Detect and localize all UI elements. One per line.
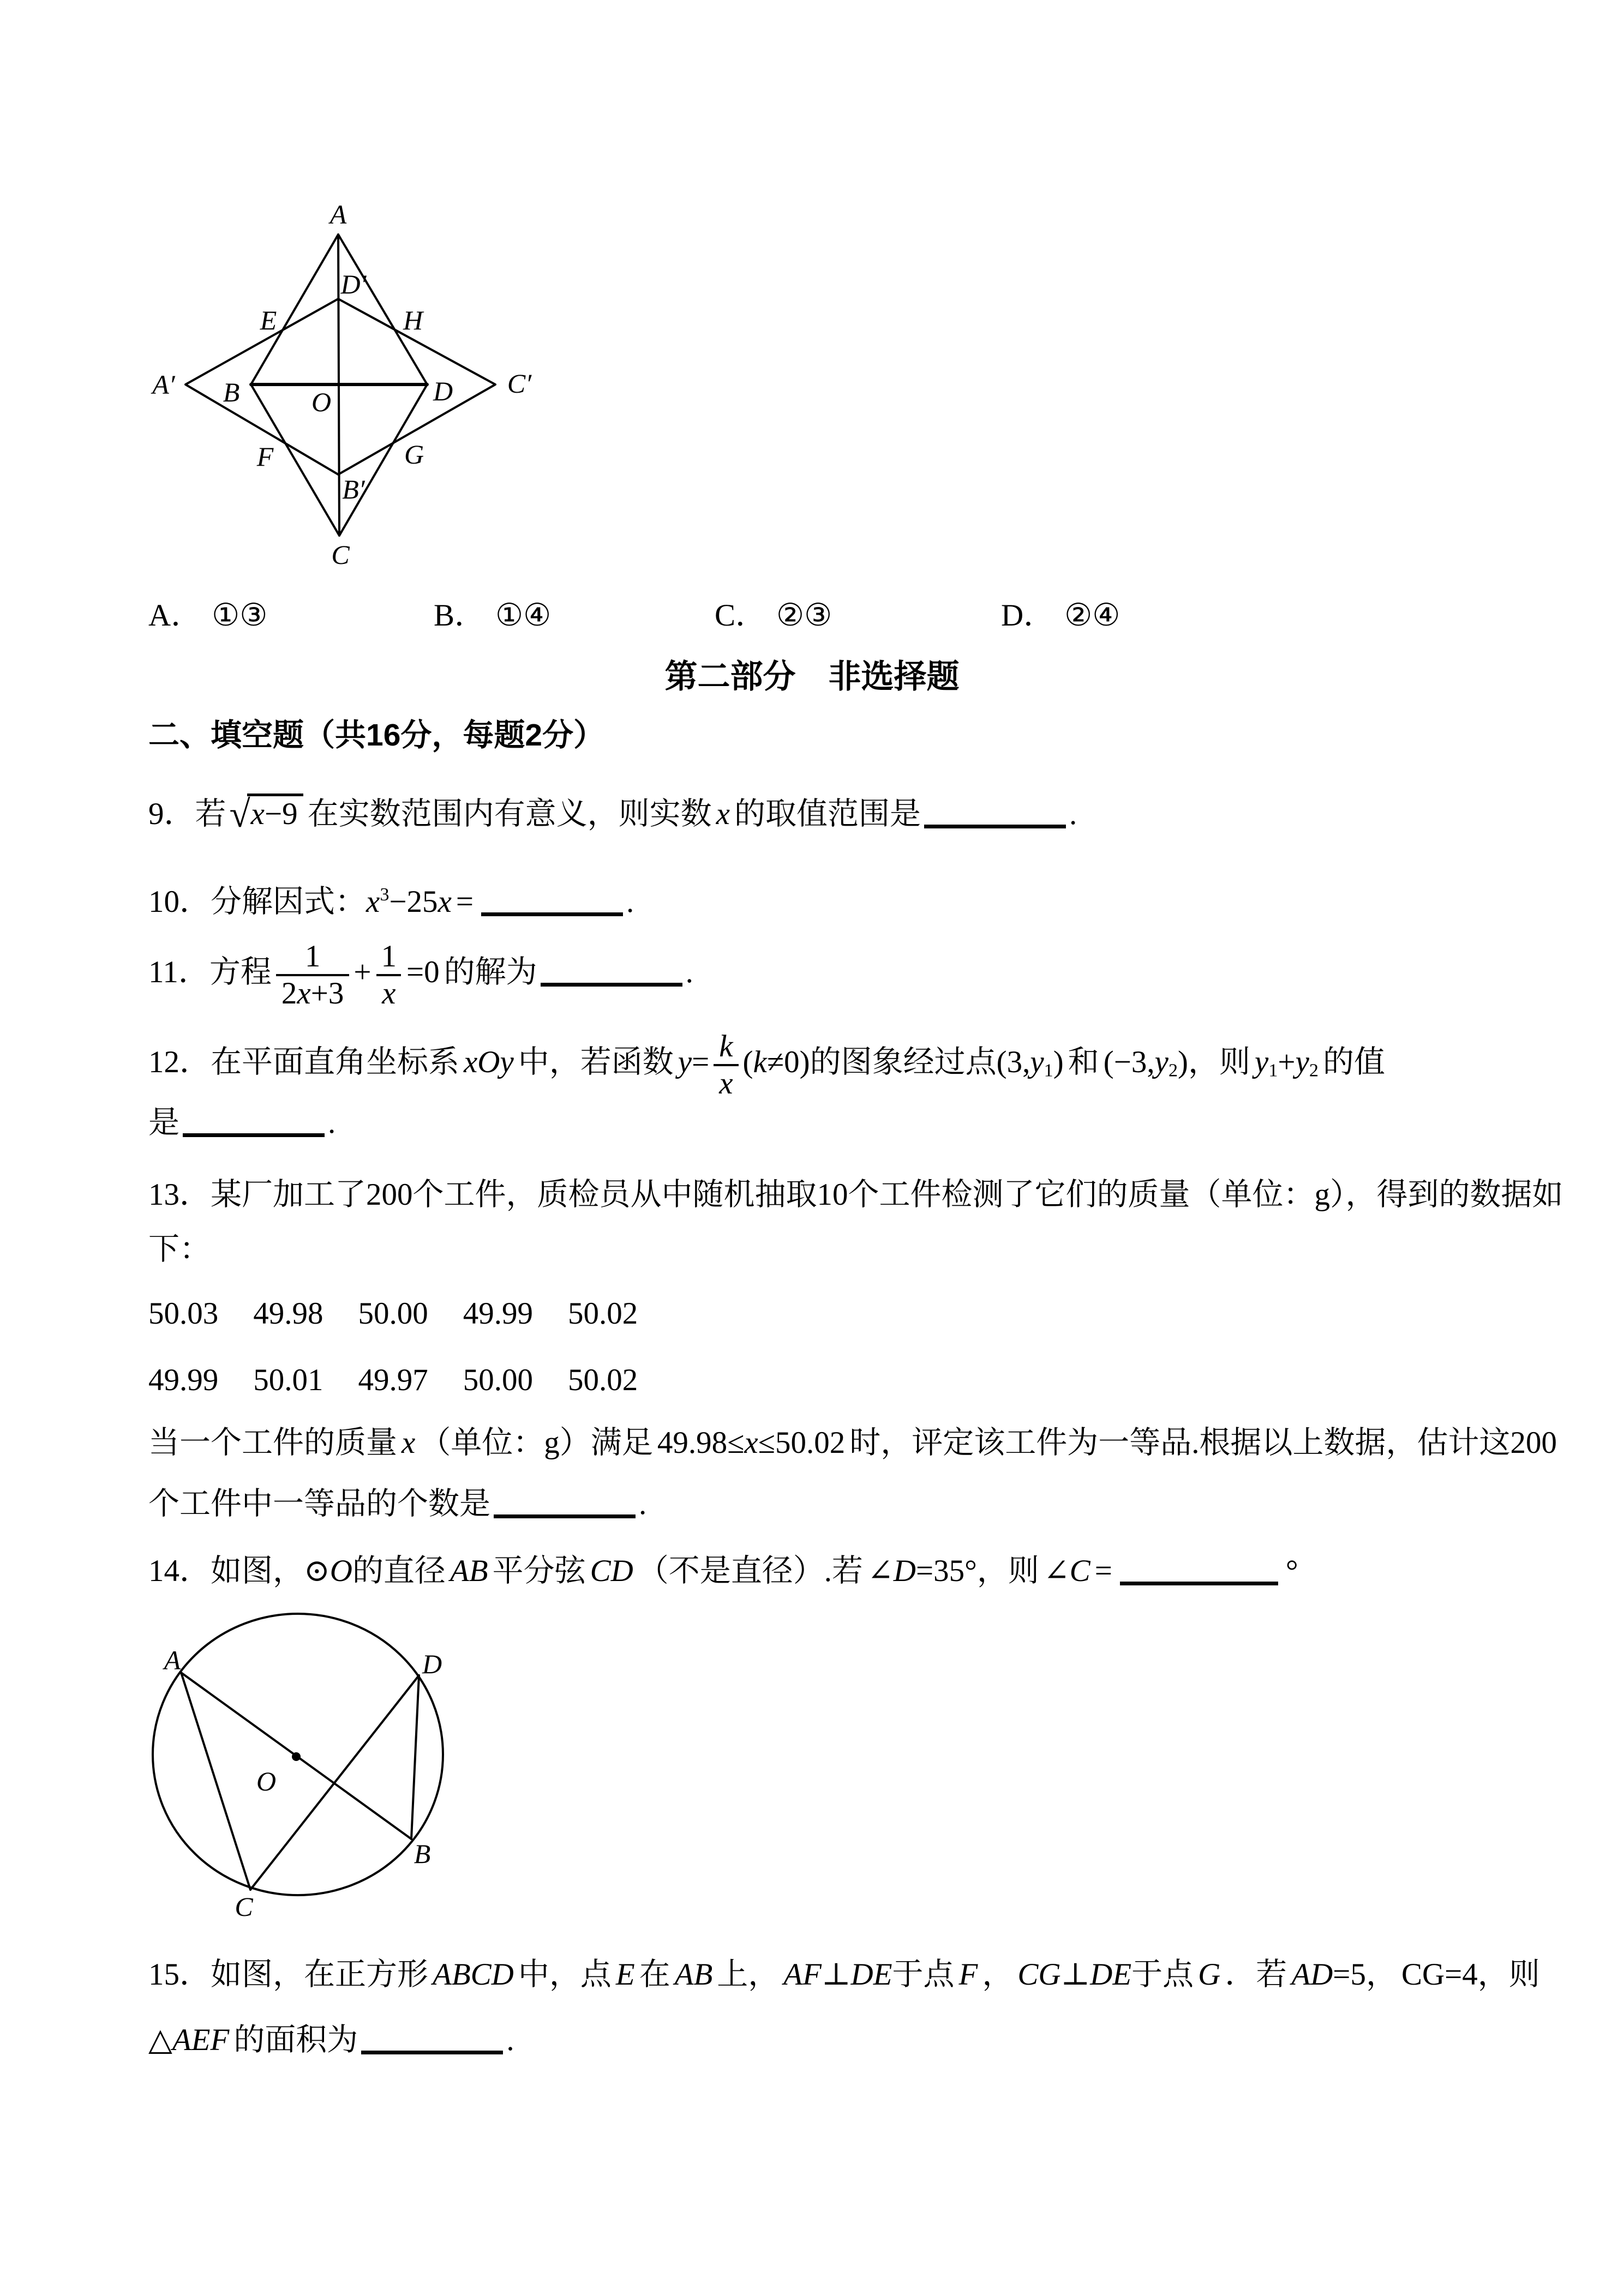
q15-var-g: G: [1198, 1957, 1221, 1992]
q12-text4: ，则: [1188, 1044, 1251, 1079]
fig1-label-a: A: [329, 199, 347, 230]
q10-equals: =: [456, 885, 474, 919]
option-d: [1001, 596, 1120, 636]
data-value: 50.01: [253, 1363, 323, 1397]
fig2-label-c: C: [235, 1891, 253, 1922]
q9-period: .: [1069, 797, 1077, 831]
data-value: 49.99: [148, 1363, 219, 1397]
data-value: 50.00: [463, 1363, 533, 1397]
q15-text7: 于点: [1131, 1957, 1194, 1992]
q12-paren-open: (: [742, 1044, 753, 1079]
q15-cg4: CG=4: [1401, 1957, 1478, 1992]
triangle-symbol: △: [148, 2023, 172, 2057]
q15-var-e: E: [615, 1957, 635, 1992]
fig2-label-d: D: [422, 1649, 442, 1679]
data-value: 49.99: [463, 1296, 533, 1331]
q11-answer-blank: [541, 977, 682, 987]
data-value: 49.98: [253, 1296, 323, 1331]
option-d-letter: D．: [1001, 598, 1055, 633]
q11-fraction-2: $\frac{1}{x}$: [376, 939, 403, 1011]
q12-text1: 12．在平面直角坐标系: [148, 1044, 459, 1079]
q10-answer-blank: [481, 907, 623, 916]
q9-answer-blank: [924, 819, 1066, 828]
q15-var-af: AF: [783, 1957, 822, 1992]
q13-ineq-right: ≤50.02: [758, 1426, 846, 1460]
q15-var-de2: DE: [1090, 1957, 1132, 1992]
q15-text8: ．若: [1225, 1957, 1287, 1992]
q11-eq0: =0: [406, 954, 440, 989]
q12-text3: 的图象经过点: [810, 1044, 997, 1079]
chord-db: [411, 1675, 419, 1839]
fig1-label-a-prime: A′: [152, 369, 175, 400]
angle-symbol: ∠: [867, 1554, 894, 1588]
q14-text1: 14．如图，: [148, 1554, 304, 1588]
circle-symbol: ⊙: [304, 1554, 330, 1588]
fig1-label-f: F: [256, 441, 274, 472]
q12-plus: +: [1278, 1044, 1296, 1079]
question-13-line4: [148, 1484, 646, 1524]
q15-comma1: ，: [982, 1957, 1014, 1992]
q14-var-d: D: [893, 1554, 916, 1588]
q9-text2: 在实数范围内有意义，则实数: [307, 797, 712, 831]
q10-var-x2: x: [438, 885, 452, 919]
q13-var-x2: x: [744, 1426, 758, 1460]
angle-symbol: ∠: [1043, 1554, 1070, 1588]
q14-var-ab: AB: [450, 1554, 488, 1588]
q12-text5: 的值: [1322, 1044, 1385, 1079]
q15-var-de1: DE: [850, 1957, 892, 1992]
q12-period: .: [328, 1105, 336, 1140]
question-9: [148, 794, 1077, 834]
chord-ac: [181, 1673, 250, 1890]
perpendicular-symbol: ⊥: [1060, 1957, 1090, 1992]
fig1-label-d: D: [433, 376, 453, 406]
q14-eq35: =35°: [915, 1554, 977, 1588]
q13-text4: 个工件中一等品的个数是: [148, 1487, 490, 1521]
q15-var-ab: AB: [674, 1957, 713, 1992]
fig1-label-g: G: [404, 439, 424, 470]
fig1-label-h: H: [403, 305, 423, 335]
question-12-line2: [148, 1103, 335, 1143]
q14-text2: 的直径: [352, 1554, 446, 1588]
q14-var-c: C: [1069, 1554, 1090, 1588]
data-value: 50.02: [568, 1363, 638, 1397]
q15-comma2: ，: [1365, 1957, 1397, 1992]
part2-title: 第二部分 非选择题: [664, 658, 960, 695]
fig1-label-e: E: [260, 305, 277, 335]
q12-var-k: k: [753, 1044, 767, 1079]
question-12-line1: 12．在平面直角坐标系 xOy 中，若函数 y= $\frac{k}{x}$ (k≠0)的图象经过点$(3,y_1)$ 和 $(-3,y_2)$，则 $y_1+y_2$ 的值: [148, 1029, 1385, 1101]
question-15-line1: [148, 1955, 1540, 1995]
q15-var-cg: CG: [1017, 1957, 1061, 1992]
q14-var-o: O: [329, 1554, 352, 1588]
question-14: [148, 1551, 1298, 1591]
q13-ineq-left: 49.98≤: [657, 1426, 745, 1460]
q12-point1: $(3,y_1)$: [996, 1044, 1064, 1081]
q15-text4: 上，: [717, 1957, 780, 1992]
option-b-letter: B．: [434, 598, 486, 633]
question-13-data-row2: [148, 1360, 638, 1401]
q12-var-y: y: [678, 1044, 692, 1079]
q9-var-x: x: [716, 797, 730, 831]
q15-text2: 中，点: [518, 1957, 612, 1992]
question-11: [148, 939, 693, 1011]
fig2-label-b: B: [414, 1838, 431, 1869]
option-a-value: ①③: [212, 598, 268, 633]
fig2-label-a: A: [164, 1645, 181, 1675]
q15-var-abcd: ABCD: [433, 1957, 514, 1992]
q10-minus25: −25: [389, 885, 438, 919]
q15-period: .: [506, 2023, 514, 2057]
q12-equals: =: [692, 1044, 710, 1079]
q15-answer-blank: [361, 2045, 503, 2054]
q15-text1: 15．如图，在正方形: [148, 1957, 428, 1992]
fig1-label-d-prime: D′: [340, 269, 367, 299]
question-13-line3: [148, 1423, 1557, 1463]
data-value: 50.02: [568, 1296, 638, 1331]
question-15-line2: [148, 2020, 514, 2060]
q12-var-xoy: xOy: [464, 1044, 514, 1079]
q10-period: .: [626, 885, 634, 919]
question-13-data-row1: [148, 1294, 638, 1334]
q9-text: 9．若: [148, 797, 226, 831]
q11-text2: 的解为: [444, 954, 537, 989]
q12-point2: $(-3,y_2)$: [1103, 1044, 1189, 1081]
q11-label: 11．方程: [148, 954, 272, 989]
q13-period: .: [639, 1487, 647, 1521]
question-13-line2: 下：: [148, 1232, 211, 1266]
q15-eq5: =5: [1333, 1957, 1366, 1992]
q11-fraction-1: $\frac{1}{2x+3}$: [276, 939, 349, 1011]
option-c: [715, 596, 832, 636]
q12-text6: 是: [148, 1105, 179, 1140]
q15-var-f: F: [958, 1957, 978, 1992]
q12-text2: 中，若函数: [518, 1044, 674, 1079]
q9-radicand: x−9: [247, 794, 303, 831]
q14-text3: 平分弦: [492, 1554, 586, 1588]
q15-var-ad: AD: [1291, 1957, 1333, 1992]
q12-paren-close: ≠0): [766, 1044, 810, 1079]
option-a: [148, 596, 267, 636]
q12-answer-blank: [183, 1128, 325, 1137]
center-dot: [292, 1752, 301, 1761]
q13-text3e: 时，评定该工件为一等品.根据以上数据，估计这200: [849, 1426, 1557, 1460]
sqrt-radical-icon: √: [229, 794, 250, 836]
q9-text3: 的取值范围是: [734, 797, 921, 831]
q11-plus: +: [353, 954, 371, 989]
question-10: [148, 875, 634, 922]
data-value: 50.03: [148, 1296, 219, 1331]
fig1-label-b: B: [223, 377, 240, 407]
option-b-value: ①④: [495, 598, 552, 633]
fig1-label-o: O: [311, 387, 332, 417]
option-d-value: ②④: [1064, 598, 1120, 633]
question-13-line1: 13．某厂加工了200个工件，质检员从中随机抽取10个工件检测了它们的质量（单位：g），得到的数据如: [148, 1177, 1563, 1212]
option-b: [434, 596, 551, 636]
fill-in-section-header: 二、填空题（共16分，每题2分）: [148, 718, 605, 753]
figure-two-rhombi: [147, 185, 562, 589]
option-c-letter: C．: [715, 598, 767, 633]
data-value: 49.97: [358, 1363, 428, 1397]
q14-var-cd: CD: [590, 1554, 633, 1588]
q15-var-aef: AEF: [172, 2023, 230, 2057]
q12-and: 和: [1068, 1044, 1099, 1079]
figure-circle-chords: [136, 1598, 486, 1947]
q15-text5: 于点: [892, 1957, 955, 1992]
q14-equals: =: [1094, 1554, 1112, 1588]
perpendicular-symbol: ⊥: [821, 1957, 851, 1992]
fig1-label-c-prime: C′: [507, 368, 532, 399]
q10-var-x: x: [366, 885, 380, 919]
fig2-label-o: O: [256, 1766, 277, 1796]
q11-period: .: [685, 954, 693, 989]
q14-text5: ，则: [976, 1554, 1039, 1588]
q10-exponent: 3: [380, 885, 389, 905]
q12-y2: y: [1295, 1044, 1309, 1079]
q13-text3a: 当一个工件的质量: [148, 1426, 397, 1460]
option-a-letter: A．: [148, 598, 202, 633]
q14-text4: （不是直径）.若: [637, 1554, 864, 1588]
fig1-label-b-prime: B′: [342, 474, 365, 504]
fig1-label-c: C: [331, 539, 350, 570]
option-c-value: ②③: [776, 598, 832, 633]
q13-answer-blank: [494, 1509, 636, 1518]
q14-answer-blank: [1120, 1576, 1278, 1585]
q15-text3: 在: [639, 1957, 670, 1992]
q10-text: 10．分解因式：: [148, 885, 366, 919]
q15-text10: ，则: [1477, 1957, 1540, 1992]
q14-degree: °: [1285, 1554, 1298, 1588]
data-value: 50.00: [358, 1296, 428, 1331]
q15-text11: 的面积为: [233, 2023, 358, 2057]
q12-fraction-kx: $\frac{k}{x}$: [714, 1029, 738, 1101]
q13-var-x: x: [401, 1426, 416, 1460]
q12-y1: y: [1255, 1044, 1269, 1079]
q13-text3b: （单位：g）满足: [420, 1426, 653, 1460]
